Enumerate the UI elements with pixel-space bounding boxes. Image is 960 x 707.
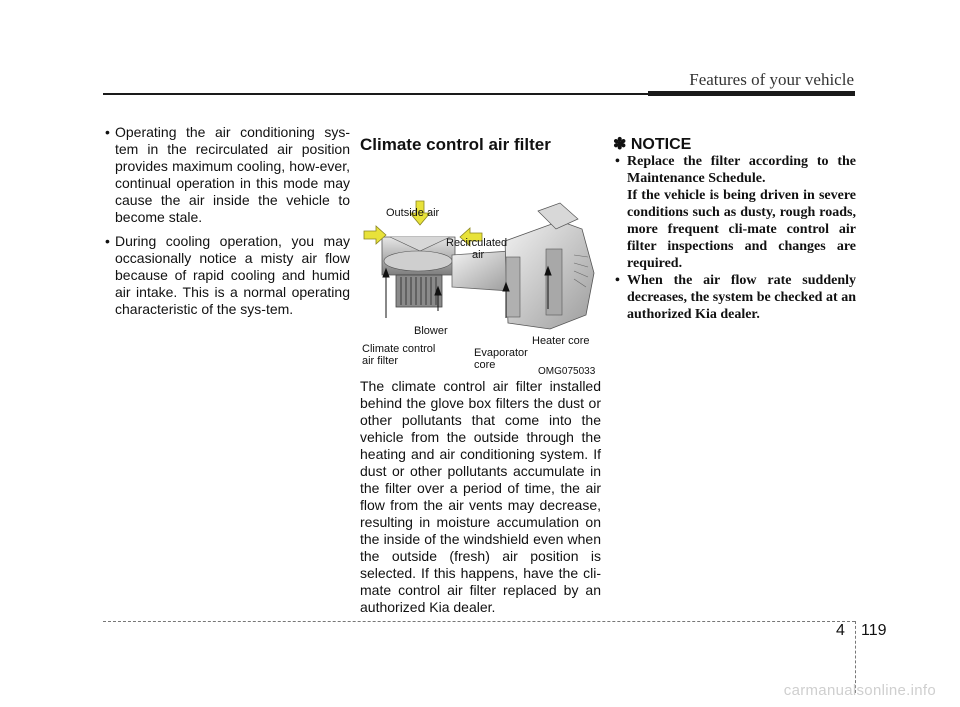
- blower-label: Blower: [414, 325, 448, 337]
- evaporator-label-line2: core: [474, 359, 496, 371]
- left-column: [103, 124, 350, 325]
- filter-description: The climate control air filter installed behind the glove box filters the dust or other pollutants that come into the vehicle from the outside through the heating and air conditioning system. If dust or other pollutants accumulate in the filter over a period of time, the air flow from the air vents may decrease, resulting in moisture accumulation on the inside of the windshield even when the outside (fresh) air position is selected. If this happens, have the cli-mate control air filter replaced by an authorized Kia dealer.: [360, 378, 601, 615]
- notice-subitem-text: If the vehicle is being driven in severe conditions such as dusty, rough roads, more frequent cli-mate control air filter inspections and changes are required.: [627, 188, 856, 271]
- middle-column: [360, 124, 601, 616]
- chapter-number: 4: [836, 622, 845, 639]
- notice-title: ✽ NOTICE: [613, 136, 692, 153]
- figure-code: OMG075033: [538, 366, 596, 377]
- watermark: carmanualsonline.info: [783, 682, 936, 699]
- intake-housing: [382, 237, 455, 275]
- recirculated-label-line1: Recirculated: [446, 237, 508, 249]
- page-number: 119: [861, 622, 887, 639]
- heater-core-label: Heater core: [532, 335, 590, 347]
- header-accent-bar: [648, 91, 855, 96]
- filter-label-line1: Climate control: [362, 343, 436, 355]
- evaporator-label-line1: Evaporator: [474, 347, 528, 359]
- notice-item: • Replace the filter according to the Maintenance Schedule.: [613, 153, 856, 187]
- section-title: Climate control air filter: [360, 135, 551, 154]
- footer-rule: [103, 621, 855, 622]
- blower-unit: [396, 275, 442, 307]
- recirculated-label-line2: air: [472, 249, 485, 261]
- bullet-item: • During cooling operation, you may occasionally notice a misty air flow because of rapid cooling and humid air intake. This is a normal operating characteristic of the sys-tem.: [103, 233, 350, 318]
- right-column: [613, 124, 856, 323]
- info-bullet-list: [103, 124, 350, 318]
- header-title: Features of your vehicle: [689, 70, 854, 89]
- bullet-item: • Operating the air conditioning sys-tem in the recirculated air position provides maximum cooling, how-ever, continual operation in this mode may cause the air inside the vehicle to become stale.: [103, 124, 350, 226]
- air-filter-diagram: [360, 163, 601, 377]
- outside-air-label: Outside air: [386, 207, 440, 219]
- notice-subitem: [613, 187, 856, 272]
- notice-item: • When the air flow rate suddenly decreases, the system be checked at an authorized Kia dealer.: [613, 272, 856, 323]
- filter-label-line2: air filter: [362, 355, 399, 367]
- notice-list: [613, 153, 856, 323]
